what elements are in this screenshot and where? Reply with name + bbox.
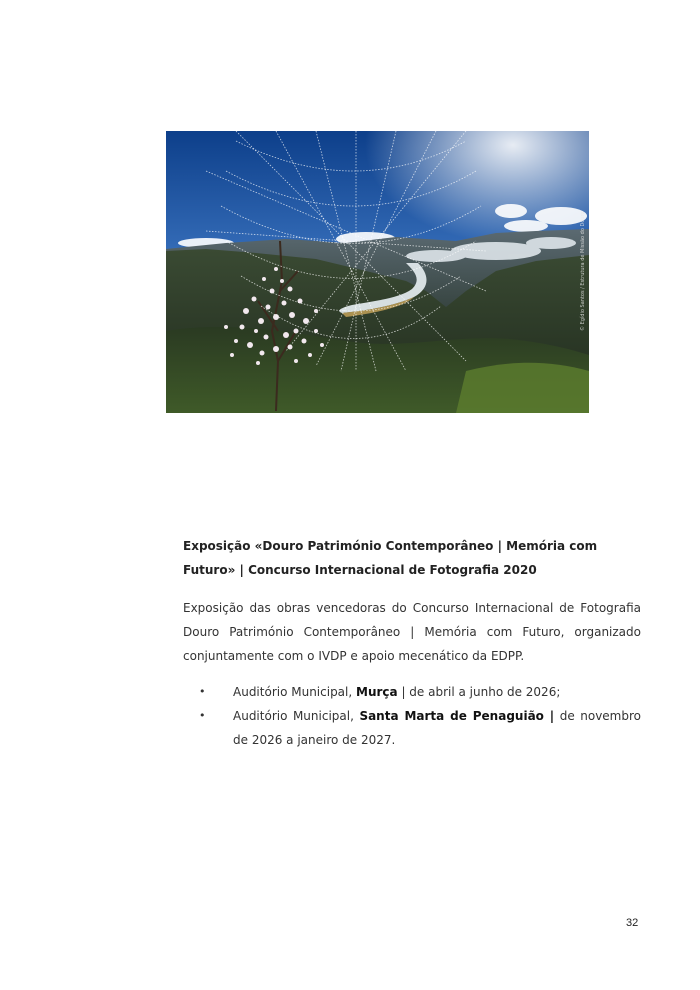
venue-list — [183, 680, 641, 752]
bullet-icon: • — [199, 709, 206, 722]
page-number: 32 — [626, 917, 639, 929]
bullet-icon: • — [199, 685, 206, 698]
list-item: • Auditório Municipal, Murça | de abril a junho de 2026; — [183, 680, 641, 704]
exhibition-description: Exposição das obras vencedoras do Concurso Internacional de Fotografia Douro Património Contemporâneo | Memória com Futuro, organizado conjuntamente com o IVDP e apoio mecenático da EDPP. — [183, 601, 641, 663]
photo-credit: © Egídio Santos / Estrutura de Missão do Douro — [580, 211, 586, 331]
douro-valley-photo — [166, 131, 589, 413]
venue-place: Santa Marta de Penaguião | — [359, 709, 555, 723]
exhibition-heading: Exposição «Douro Património Contemporâneo | Memória com Futuro» | Concurso Internacional de Fotografia 2020 — [183, 539, 598, 577]
venue-place: Murça — [356, 685, 398, 699]
exhibition-section — [183, 534, 641, 752]
list-item: • Auditório Municipal, Santa Marta de Penaguião | de novembro de 2026 a janeiro de 2027. — [183, 704, 641, 752]
